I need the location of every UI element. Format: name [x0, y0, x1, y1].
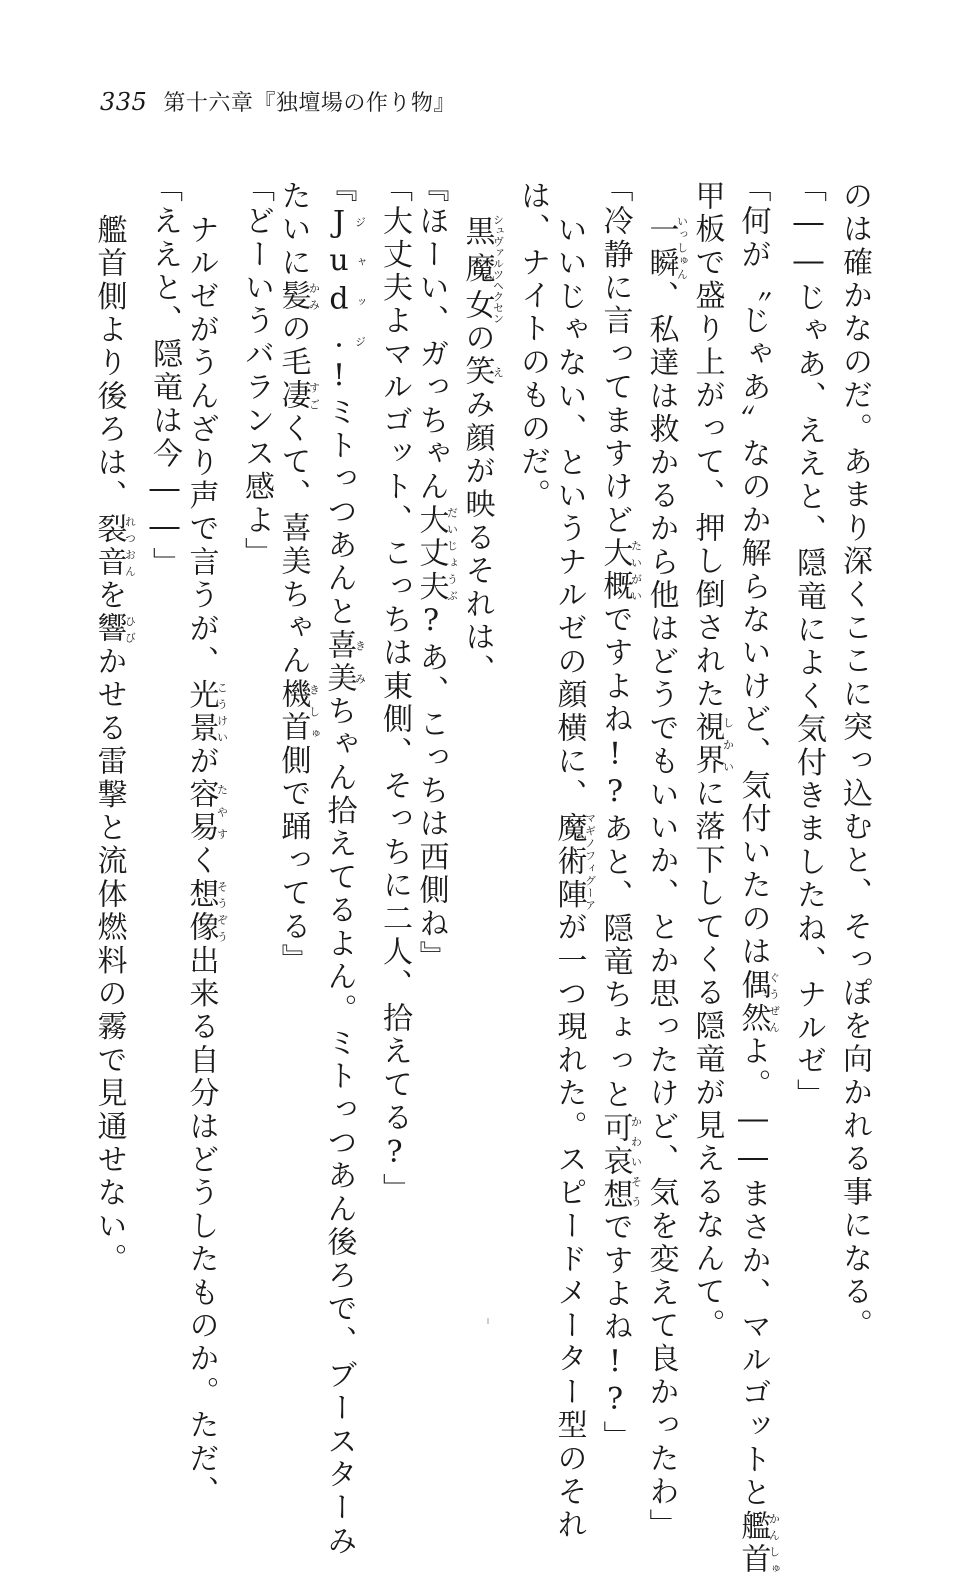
text-line-15: ナルゼがうんざり声で言うが、光景こうけいが容易たやすく想像そうぞう出来る自分はどうしたものか。ただ、 — [183, 214, 229, 1509]
ruby-word: 偶然ぐうぜん — [735, 968, 781, 1036]
chapter-title: 第十六章『独壇場の作り物』 — [163, 91, 456, 116]
ruby-word: 大概たいがい — [597, 537, 643, 604]
text-line-16: 「ええと、隠竜は今――」 — [147, 172, 182, 581]
ruby-word: 視界しかい — [689, 711, 735, 778]
ruby-word: 凄すご — [275, 379, 321, 413]
scan-speck — [487, 1318, 489, 1324]
text-line-1: のは確かなのだ。あまり深くここに突っ込むと、そっぽを向かれる事になる。 — [837, 180, 872, 1342]
text-line-3-part-a: 「何が〝じゃあ〟なのか解らないけど、気付いたのは — [735, 172, 771, 969]
text-line-9: 黒魔女シュヴァルツヘクセンの笑えみ顔が映るそれは、 — [459, 214, 505, 688]
ruby-word: 容易たやす — [183, 778, 229, 845]
text-line-7: いいじゃない、というナルゼの顔横に、魔術陣マギノフィグーアが一つ現れた。スピードメーター型のそれ — [551, 214, 597, 1543]
text-line-13: たいに髪かみの毛凄すごくて、喜美ちゃん機首きしゅ側で踊ってる』 — [275, 180, 321, 977]
text-line-12: 『Jud.ジャッジ!ミトっつあんと喜美きみちゃん拾えてるよん。ミトっつあん後ろで、ブースターみ — [321, 172, 367, 1559]
ruby-word: 魔術陣マギノフィグーア — [551, 811, 597, 912]
ruby-word: Jud.ジャッジ — [321, 205, 367, 359]
ruby-word: 大丈夫だいじょうぶ — [413, 504, 459, 604]
ruby-word: 艦首かんしゅ — [735, 1510, 781, 1576]
ruby-word: 髪かみ — [275, 279, 321, 313]
ruby-word: 想像そうぞう — [183, 878, 229, 945]
text-line-11: 「大丈夫よマルゴット、こっちは東側、そっちに二人、拾えてる?」 — [377, 172, 412, 1207]
ruby-word: 光景こうけい — [183, 678, 229, 746]
ruby-word: 裂音れつおん — [91, 512, 137, 580]
page-number: 335 — [100, 88, 148, 116]
text-line-8: は、ナイトのものだ。 — [515, 180, 550, 512]
text-line-14: 「どーいうバランス感よ」 — [239, 172, 274, 571]
text-line-5: 一瞬いっしゅん、私達は救かるから他はどうでもいいか、とか思ったけど、気を変えて良かったわ」 — [643, 214, 689, 1543]
text-line-6: 「冷静に言ってますけど大概たいがいですよね!?あと、隠竜ちょっと可哀想かわいそうですよね!?」 — [597, 172, 643, 1454]
text-line-10: 『ほーい、ガっちゃん大丈夫だいじょうぶ?あ、こっちは西側ね』 — [413, 172, 459, 974]
ruby-word: 喜美きみ — [321, 628, 367, 696]
text-line-3-part-b: よ。――まさか、マルゴットと — [735, 1035, 771, 1511]
text-line-2: 「――じゃあ、ええと、隠竜によく気付きましたね、ナルゼ」 — [791, 172, 826, 1112]
text-line-4: 甲板で盛り上がって、押し倒された視界しかいに落下してくる隠竜が見えるなんて。 — [689, 180, 735, 1343]
text-line-3 — [735, 172, 781, 1576]
ruby-word: 笑え — [459, 355, 505, 389]
ruby-word: 可哀想かわいそう — [597, 1111, 643, 1212]
running-header — [100, 86, 456, 117]
text-line-17: 艦首側より後ろは、裂音れつおんを響ひびかせる雷撃と流体燃料の霧で見通せない。 — [91, 214, 137, 1277]
vertical-text-body — [91, 172, 872, 1576]
ruby-word: 機首きしゅ — [275, 678, 321, 745]
ruby-word: 一瞬いっしゅん — [643, 214, 689, 281]
ruby-word: 響ひび — [91, 612, 137, 646]
ruby-word: 黒魔女シュヴァルツヘクセン — [459, 214, 505, 324]
